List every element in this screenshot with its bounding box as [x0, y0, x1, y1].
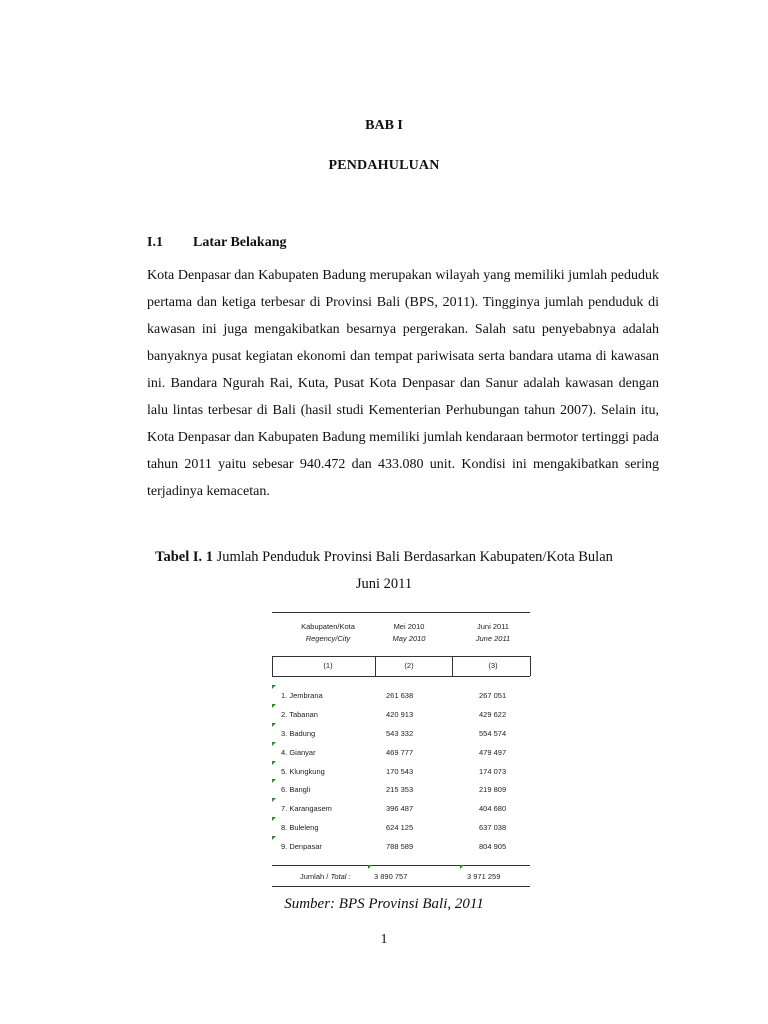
header-2011-sub: June 2011	[475, 634, 511, 643]
page-number: 1	[380, 932, 388, 947]
chapter-heading: BAB I	[365, 118, 403, 133]
row-value-2011: 554 574	[479, 728, 507, 738]
total-top-rule	[272, 865, 530, 866]
cell-marker-icon	[460, 865, 464, 869]
cell-marker-icon	[272, 836, 276, 840]
header-2010	[384, 622, 434, 643]
row-value-2011: 404 680	[479, 804, 507, 814]
table-row	[272, 783, 530, 802]
cell-marker-icon	[272, 761, 276, 765]
colnum-divider	[530, 656, 531, 676]
cell-marker-icon	[272, 742, 276, 746]
total-label-main: Jumlah /	[300, 872, 331, 881]
colnum-1: (1)	[323, 661, 333, 670]
row-value-2010: 624 125	[386, 823, 414, 833]
cell-marker-icon	[368, 865, 372, 869]
table-row	[272, 802, 530, 821]
header-2010-sub: May 2010	[392, 634, 426, 643]
header-2010-main: Mei 2010	[393, 622, 425, 631]
row-value-2010: 170 543	[386, 766, 414, 776]
row-value-2011: 429 622	[479, 709, 507, 719]
cell-marker-icon	[272, 685, 276, 689]
total-value-2010: 3 890 757	[374, 872, 408, 881]
header-2011-main: Juni 2011	[477, 622, 509, 631]
colnum-top-rule	[272, 656, 530, 657]
cell-marker-icon	[272, 798, 276, 802]
row-name: 7. Karangasem	[281, 804, 332, 814]
table-row	[272, 689, 530, 708]
colnum-divider	[375, 656, 376, 676]
header-regency	[288, 622, 368, 643]
row-value-2011: 267 051	[479, 691, 507, 700]
table-bottom-rule	[272, 886, 530, 887]
table-row	[272, 821, 530, 840]
row-value-2010: 543 332	[386, 728, 414, 738]
table-row	[272, 840, 530, 859]
caption-line-1	[0, 544, 768, 571]
row-value-2010: 420 913	[386, 709, 414, 719]
section-heading	[147, 235, 286, 251]
row-name: 4. Gianyar	[281, 747, 316, 757]
table-row	[272, 765, 530, 784]
total-label	[300, 872, 351, 881]
row-name: 8. Buleleng	[281, 823, 319, 833]
caption-label: Tabel I. 1	[155, 549, 213, 565]
row-value-2011: 219 809	[479, 785, 507, 795]
table-caption	[0, 544, 768, 598]
colnum-2: (2)	[404, 661, 414, 670]
section-number: I.1	[147, 235, 163, 250]
row-value-2010: 469 777	[386, 747, 414, 757]
colnum-bottom-rule	[272, 676, 530, 677]
caption-text: Jumlah Penduduk Provinsi Bali Berdasarkan Kabupaten/Kota Bulan	[213, 549, 613, 565]
cell-marker-icon	[272, 779, 276, 783]
cell-marker-icon	[272, 704, 276, 708]
row-value-2010: 788 589	[386, 842, 414, 852]
row-value-2011: 174 073	[479, 766, 507, 776]
total-label-sub: Total :	[330, 872, 351, 881]
row-name: 3. Badung	[281, 728, 316, 738]
row-value-2011: 804 905	[479, 842, 507, 852]
row-value-2010: 396 487	[386, 804, 414, 814]
colnum-divider	[452, 656, 453, 676]
table-source: Sumber: BPS Provinsi Bali, 2011	[284, 896, 484, 912]
table-row	[272, 708, 530, 727]
cell-marker-icon	[272, 723, 276, 727]
body-paragraph: Kota Denpasar dan Kabupaten Badung merupakan wilayah yang memiliki jumlah peduduk pertama dan ketiga terbesar di Provinsi Bali (BPS, 2011). Tingginya jumlah penduduk di kawasan ini juga mengakibatkan besarnya pergerakan. Salah satu penyebabnya adalah banyaknya pusat kegiatan ekonomi dan tempat pariwisata serta bandara utama di kawasan ini. Bandara Ngurah Rai, Kuta, Pusat Kota Denpasar dan Sanur adalah kawasan dengan lalu lintas terbesar di Bali (hasil studi Kementerian Perhubungan tahun 2007). Selain itu, Kota Denpasar dan Kabupaten Badung memiliki jumlah kendaraan bermotor tertinggi pada tahun 2011 yaitu sebesar 940.472 dan 433.080 unit. Kondisi ini mengakibatkan sering terjadinya kemacetan.	[147, 268, 659, 499]
colnum-3: (3)	[488, 661, 498, 670]
row-name: 2. Tabanan	[281, 709, 318, 719]
row-value-2011: 637 038	[479, 823, 507, 833]
chapter-title: PENDAHULUAN	[328, 158, 440, 173]
row-name: 5. Klungkung	[281, 766, 325, 776]
caption-line-2: Juni 2011	[355, 576, 413, 592]
table-row	[272, 746, 530, 765]
table-row	[272, 727, 530, 746]
table-body	[272, 689, 530, 859]
header-regency-sub: Regency/City	[305, 634, 351, 643]
colnum-divider	[272, 656, 273, 676]
section-title: Latar Belakang	[193, 235, 287, 250]
row-name: 1. Jembrana	[281, 691, 323, 700]
table-top-rule	[272, 612, 530, 613]
header-regency-main: Kabupaten/Kota	[301, 622, 355, 631]
cell-marker-icon	[272, 817, 276, 821]
row-value-2011: 479 497	[479, 747, 507, 757]
row-name: 9. Denpasar	[281, 842, 322, 852]
total-value-2011: 3 971 259	[467, 872, 501, 881]
header-2011	[468, 622, 518, 643]
row-value-2010: 215 353	[386, 785, 414, 795]
row-name: 6. Bangli	[281, 785, 311, 795]
row-value-2010: 261 638	[386, 691, 414, 700]
